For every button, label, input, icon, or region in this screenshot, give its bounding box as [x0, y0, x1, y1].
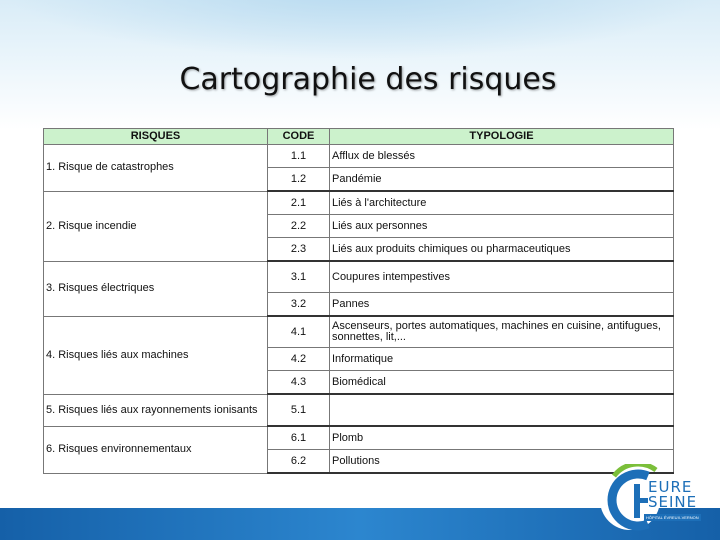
risk-cell: 3. Risques électriques — [44, 261, 268, 316]
code-cell: 2.1 — [268, 191, 330, 215]
risk-cell: 1. Risque de catastrophes — [44, 145, 268, 192]
typology-cell: Liés aux produits chimiques ou pharmaceutiques — [330, 238, 674, 262]
code-cell: 6.2 — [268, 450, 330, 474]
code-cell: 4.3 — [268, 371, 330, 395]
typology-cell: Pannes — [330, 293, 674, 317]
table-row — [44, 261, 674, 293]
header-risques: RISQUES — [44, 129, 268, 145]
logo-line-1: EURE — [648, 478, 693, 496]
code-cell: 1.2 — [268, 168, 330, 192]
code-cell: 4.2 — [268, 348, 330, 371]
typology-cell: Pollutions — [330, 450, 674, 474]
code-cell: 5.1 — [268, 394, 330, 426]
risk-cell: 6. Risques environnementaux — [44, 426, 268, 473]
hospital-logo — [598, 464, 708, 534]
typology-cell: Pandémie — [330, 168, 674, 192]
typology-cell: Coupures intempestives — [330, 261, 674, 293]
risk-cell: 4. Risques liés aux machines — [44, 316, 268, 394]
code-cell: 3.1 — [268, 261, 330, 293]
header-code: CODE — [268, 129, 330, 145]
code-cell: 4.1 — [268, 316, 330, 348]
typology-cell: Liés à l'architecture — [330, 191, 674, 215]
table-row — [44, 316, 674, 348]
table-row — [44, 394, 674, 426]
code-cell: 2.2 — [268, 215, 330, 238]
typology-cell: Informatique — [330, 348, 674, 371]
logo-line-2: SEINE — [648, 493, 698, 511]
typology-cell: Ascenseurs, portes automatiques, machines en cuisine, antifugues, sonnettes, lit,... — [330, 316, 674, 348]
typology-cell — [330, 394, 674, 426]
table-row — [44, 145, 674, 168]
table-header-row — [44, 129, 674, 145]
logo-wordmark — [648, 480, 697, 510]
slide-title: Cartographie des risques — [179, 62, 557, 97]
typology-cell: Plomb — [330, 426, 674, 450]
risk-table — [43, 128, 674, 474]
typology-cell: Biomédical — [330, 371, 674, 395]
header-typologie: TYPOLOGIE — [330, 129, 674, 145]
logo-subtitle: HÔPITAL ÉVREUX-VERNON — [646, 515, 699, 520]
table-row — [44, 426, 674, 450]
code-cell: 6.1 — [268, 426, 330, 450]
risk-cell: 5. Risques liés aux rayonnements ionisants — [44, 394, 268, 426]
code-cell: 3.2 — [268, 293, 330, 317]
typology-cell: Afflux de blessés — [330, 145, 674, 168]
risk-cell: 2. Risque incendie — [44, 191, 268, 261]
code-cell: 1.1 — [268, 145, 330, 168]
code-cell: 2.3 — [268, 238, 330, 262]
typology-cell: Liés aux personnes — [330, 215, 674, 238]
table-row — [44, 191, 674, 215]
